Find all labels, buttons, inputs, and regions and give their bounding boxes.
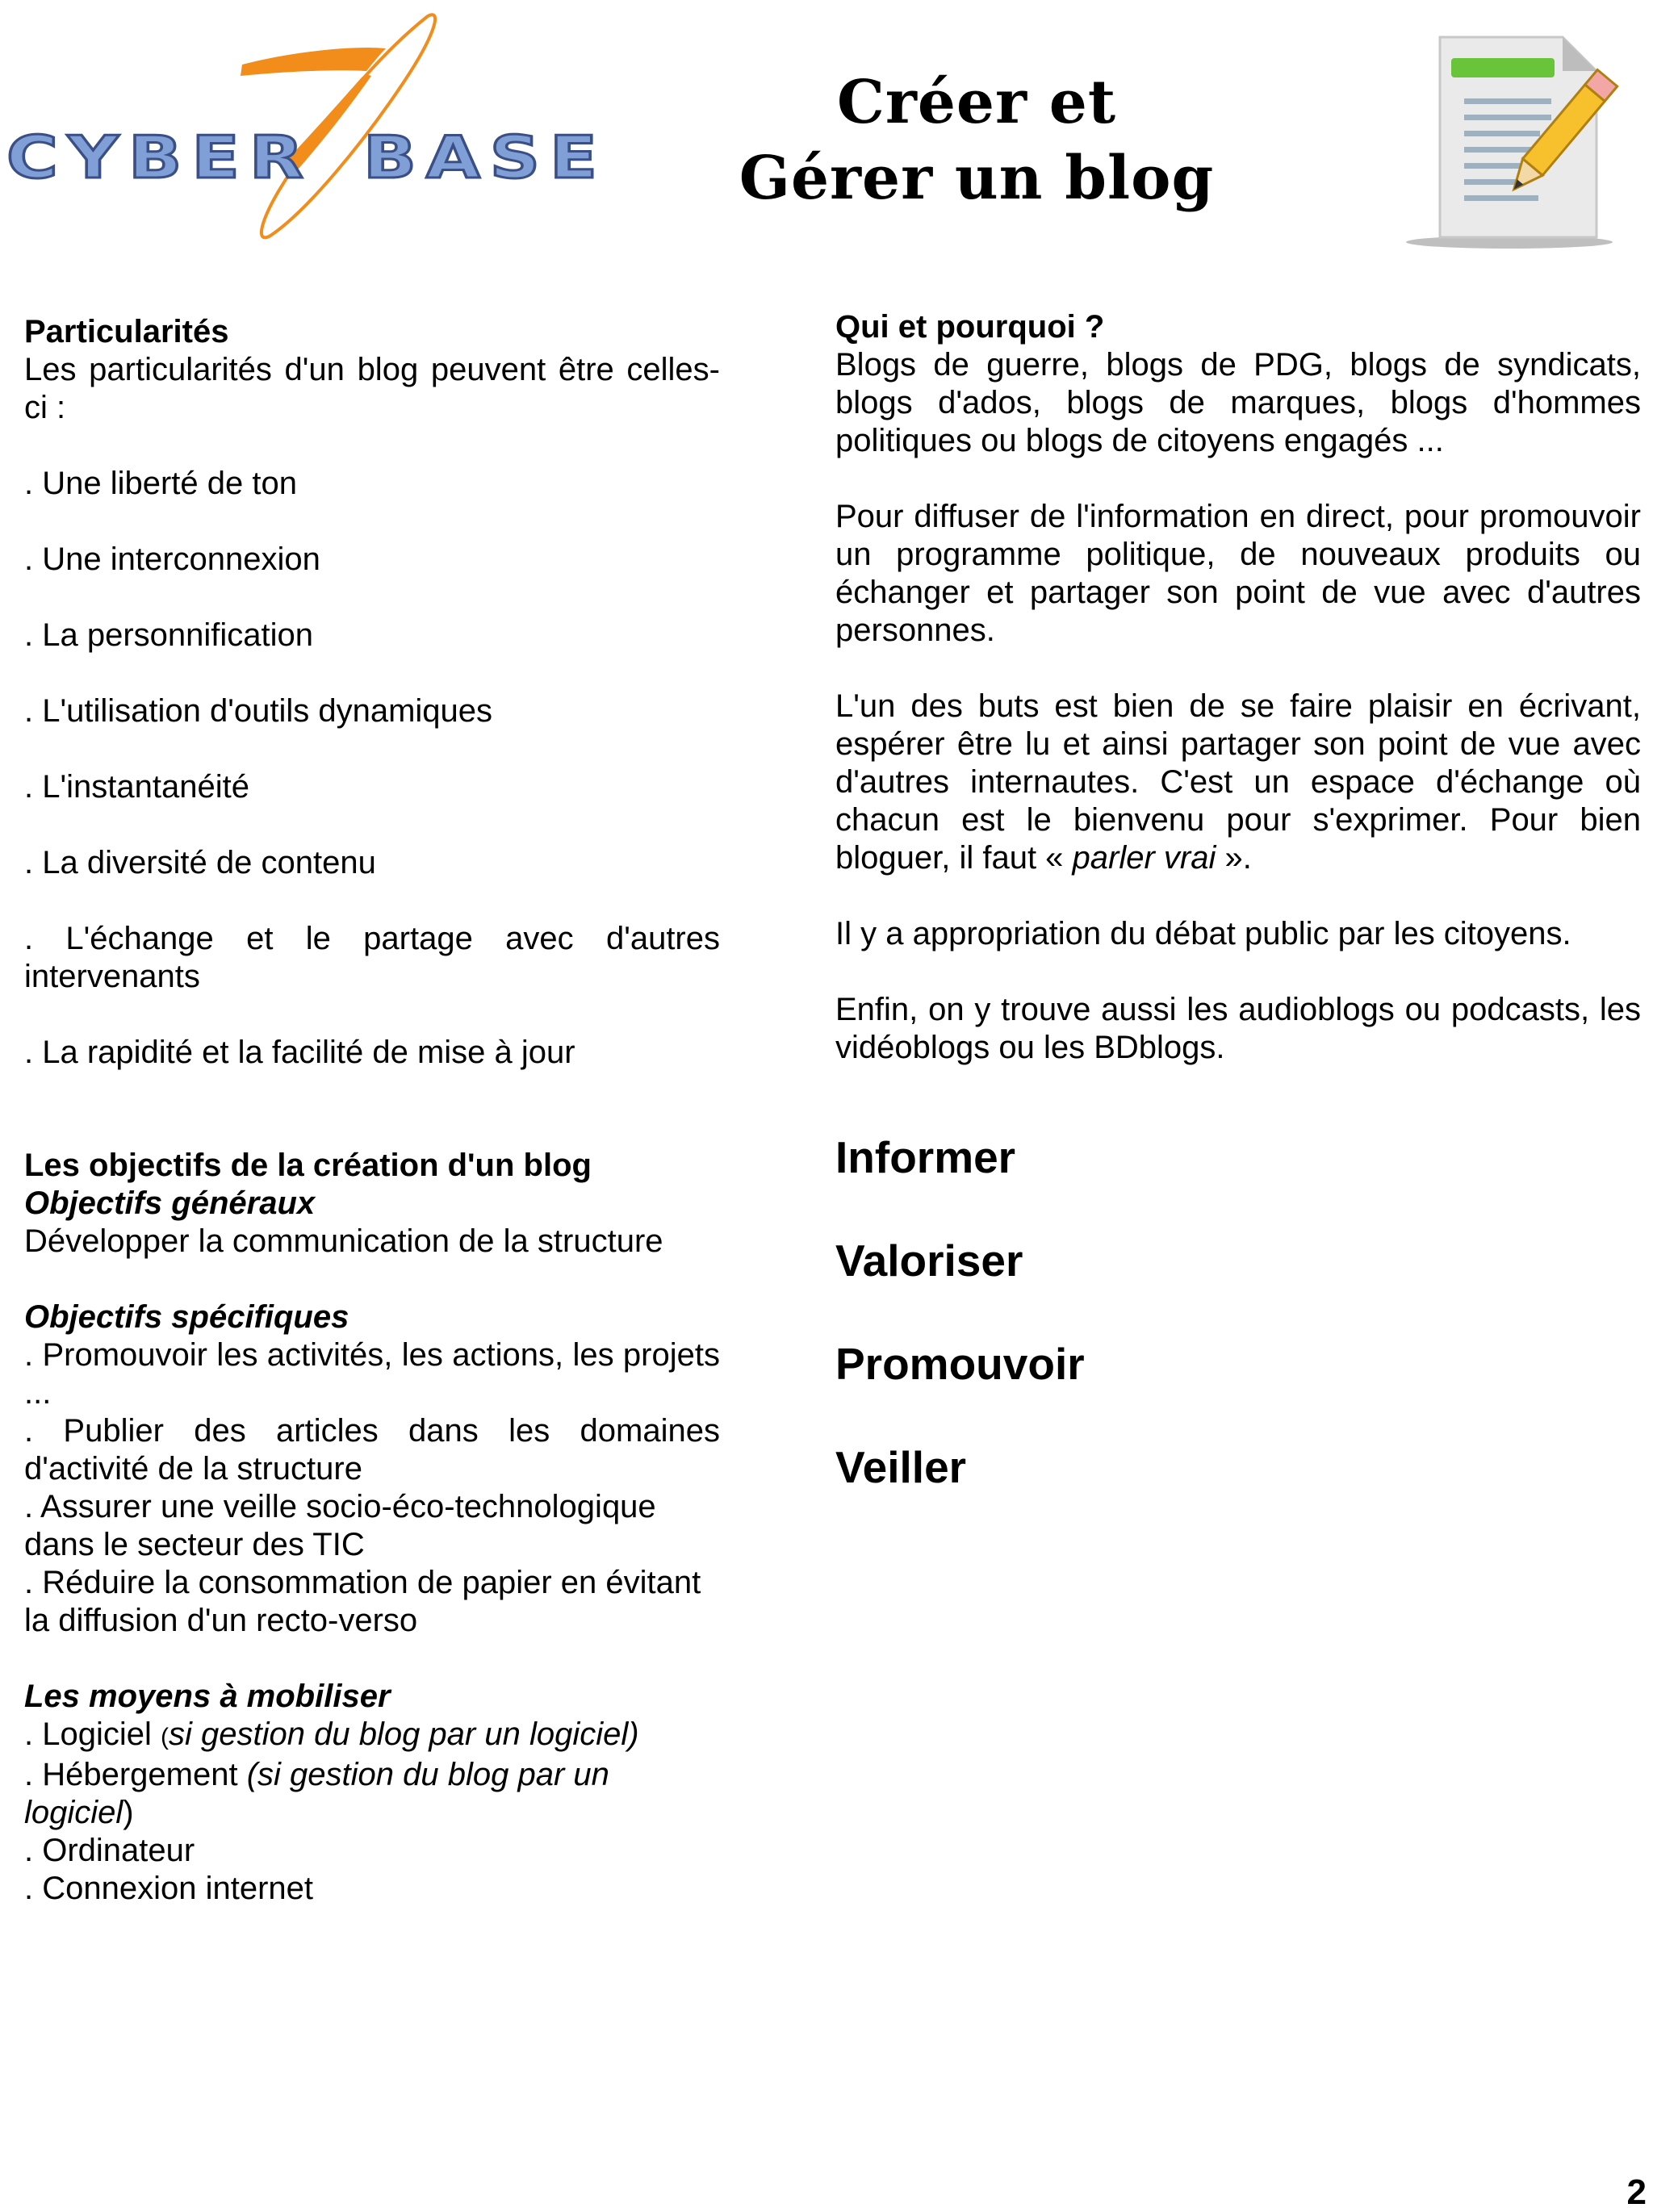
- particularites-item: . Une liberté de ton: [24, 466, 297, 501]
- right-paragraph-3-quote: parler vrai: [1072, 840, 1216, 876]
- qui-pourquoi-heading: Qui et pourquoi ?: [835, 309, 1105, 345]
- right-column: [835, 308, 1641, 1493]
- moyens-item-paren: (: [160, 1724, 169, 1750]
- left-column: [24, 313, 720, 1908]
- particularites-item: . Une interconnexion: [24, 542, 320, 577]
- objectifs-heading: Les objectifs de la création d'un blog: [24, 1148, 592, 1183]
- moyens-item-ordinateur: . Ordinateur: [24, 1833, 195, 1868]
- objectifs-generaux-text: Développer la communication de la structure: [24, 1223, 663, 1259]
- objectifs-specifiques-item: . Promouvoir les activités, les actions, les projets ...: [24, 1337, 720, 1411]
- moyens-item-logiciel: [24, 1716, 720, 1756]
- verb-valoriser: Valoriser: [835, 1236, 1023, 1286]
- moyens-item-paren: ): [123, 1795, 134, 1830]
- page-number: 2: [1626, 2172, 1647, 2212]
- particularites-heading: Particularités: [24, 314, 229, 349]
- objectifs-specifiques-item: . Réduire la consommation de papier en évitant la diffusion d'un recto-verso: [24, 1565, 701, 1638]
- moyens-item-hebergement: [24, 1756, 720, 1832]
- right-paragraph-4: Il y a appropriation du débat public par les citoyens.: [835, 916, 1571, 951]
- cyberbase-logo: [0, 10, 613, 244]
- particularites-item: . L'instantanéité: [24, 769, 249, 805]
- document-edit-icon: [1404, 31, 1638, 257]
- moyens-item-text: . Logiciel: [24, 1716, 161, 1752]
- verb-veiller: Veiller: [835, 1442, 967, 1492]
- verb-promouvoir: Promouvoir: [835, 1339, 1085, 1389]
- right-paragraph-3-text: L'un des buts est bien de se faire plaisir en écrivant, espérer être lu et ainsi partager son point de vue avec d'autres internautes. C'est un espace d'échange où chacun est le bienvenu pour s'exprimer. Pour bien bloguer, il faut «: [835, 688, 1641, 876]
- objectifs-generaux-heading: Objectifs généraux: [24, 1185, 316, 1221]
- objectifs-specifiques-item: . Assurer une veille socio-éco-technologique dans le secteur des TIC: [24, 1489, 656, 1562]
- moyens-item-connexion: . Connexion internet: [24, 1871, 314, 1906]
- document-title: [662, 65, 1291, 216]
- right-paragraph-1: Blogs de guerre, blogs de PDG, blogs de syndicats, blogs d'ados, blogs de marques, blogs d'hommes politiques ou blogs de citoyens engagés ...: [835, 347, 1641, 458]
- particularites-item: . L'utilisation d'outils dynamiques: [24, 693, 493, 729]
- right-paragraph-3: [835, 688, 1641, 877]
- objectifs-specifiques-item: . Publier des articles dans les domaines d'activité de la structure: [24, 1413, 720, 1487]
- logo-orange-swoosh: [241, 48, 386, 76]
- title-line-1: Créer et: [836, 68, 1117, 137]
- moyens-item-note: (si gestion du blog par un logiciel: [24, 1757, 609, 1830]
- moyens-item-text: . Hébergement: [24, 1757, 247, 1792]
- verb-informer: Informer: [835, 1132, 1016, 1182]
- particularites-item: . L'échange et le partage avec d'autres intervenants: [24, 921, 720, 994]
- right-paragraph-3-end: ».: [1216, 840, 1252, 876]
- title-line-2: Gérer un blog: [739, 144, 1215, 213]
- right-paragraph-2: Pour diffuser de l'information en direct, pour promouvoir un programme politique, de nouveaux produits ou échanger et partager son point de vue avec d'autres personnes.: [835, 499, 1641, 648]
- logo-text-base: BASE: [363, 123, 607, 191]
- particularites-item: . La diversité de contenu: [24, 845, 376, 880]
- particularites-item: . La rapidité et la facilité de mise à jour: [24, 1035, 575, 1070]
- particularites-item: . La personnification: [24, 617, 314, 653]
- moyens-item-note: si gestion du blog par un logiciel): [168, 1716, 639, 1752]
- right-paragraph-5: Enfin, on y trouve aussi les audioblogs ou podcasts, les vidéoblogs ou les BDblogs.: [835, 992, 1641, 1065]
- moyens-heading: Les moyens à mobiliser: [24, 1679, 391, 1714]
- objectifs-specifiques-heading: Objectifs spécifiques: [24, 1299, 349, 1335]
- particularites-intro: Les particularités d'un blog peuvent être celles-ci :: [24, 352, 720, 425]
- logo-text-cyber: CYBER: [6, 123, 314, 191]
